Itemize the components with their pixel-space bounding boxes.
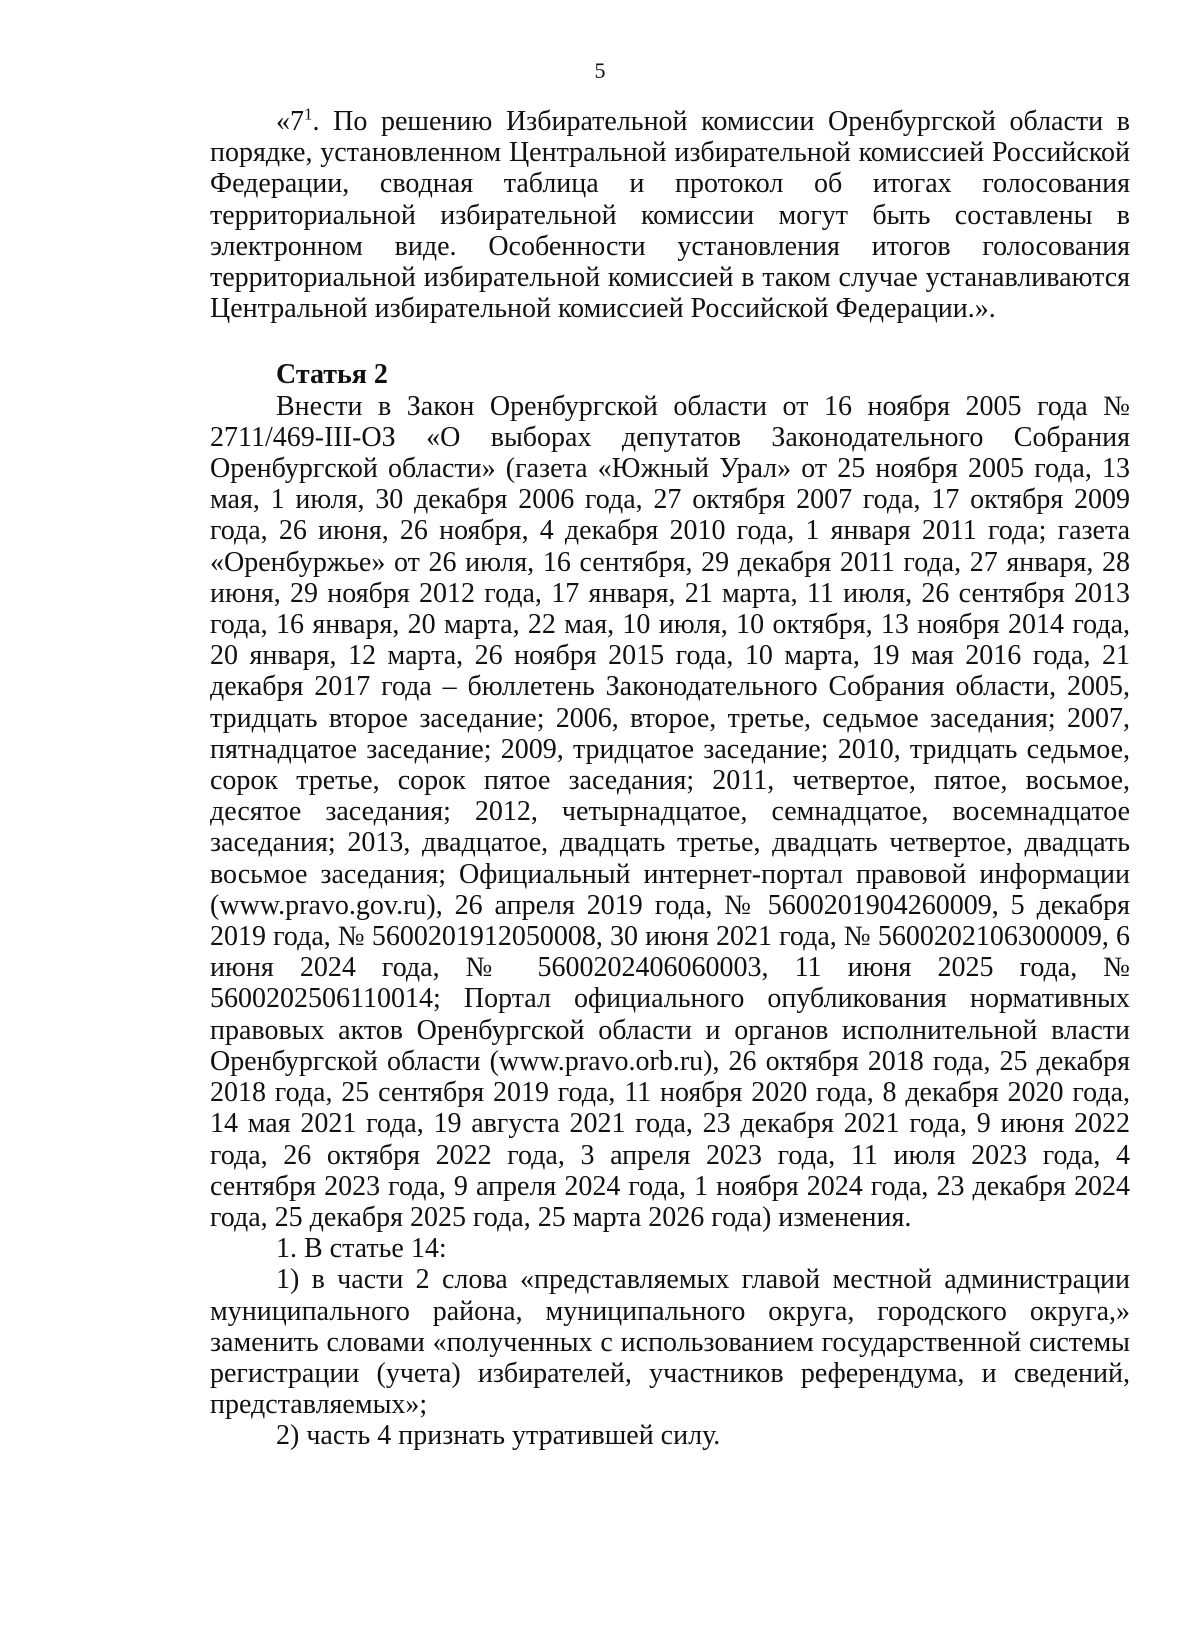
paragraph-text: . По решению Избирательной комиссии Оренбургской области в порядке, установленном Центральной избирательной комиссией Российской Федерации, сводная таблица и протокол об итогах голосования территориальной избирательной комиссии могут быть составлены в электронном виде. Особенности установления итогов голосования территориальной избирательной комиссией в таком случае устанавливаются Центральной избирательной комиссией Российской Федерации.». bbox=[210, 106, 1130, 325]
article-title: Статья 2 bbox=[276, 359, 388, 391]
superscript-marker: 1 bbox=[304, 104, 313, 124]
paragraph-prefix: «7 bbox=[276, 106, 304, 137]
page-number: 5 bbox=[594, 58, 606, 83]
list-subitem-1: 1) в части 2 слова «представляемых главой местной администрации муниципального района, муниципального округа, городского округа,» заменить словами «полученных с использованием государственной системы регистрации (учета) избирателей, участников референдума, и сведений, представляемых»; bbox=[210, 1264, 1130, 1421]
section-spacer bbox=[210, 324, 1130, 359]
list-item-1: 1. В статье 14: bbox=[276, 1233, 447, 1265]
list-subitem-2: 2) часть 4 признать утратившей силу. bbox=[276, 1420, 721, 1452]
paragraph-7-1 bbox=[210, 106, 1130, 324]
article-body: Внести в Закон Оренбургской области от 16 ноября 2005 года № 2711/469-III-ОЗ «О выборах депутатов Законодательного Собрания Оренбургской области» (газета «Южный Урал» от 25 ноября 2005 года, 13 мая, 1 июля, 30 декабря 2006 года, 27 октября 2007 года, 17 октября 2009 года, 26 июня, 26 ноября, 4 декабря 2010 года, 1 января 2011 года; газета «Оренбуржье» от 26 июля, 16 сентября, 29 декабря 2011 года, 27 января, 28 июня, 29 ноября 2012 года, 17 января, 21 марта, 11 июля, 26 сентября 2013 года, 16 января, 20 марта, 22 мая, 10 июля, 10 октября, 13 ноября 2014 года, 20 января, 12 марта, 26 ноября 2015 года, 10 марта, 19 мая 2016 года, 21 декабря 2017 года – бюллетень Законодательного Собрания области, 2005, тридцать второе заседание; 2006, второе, третье, седьмое заседания; 2007, пятнадцатое заседание; 2009, тридцатое заседание; 2010, тридцать седьмое, сорок третье, сорок пятое заседания; 2011, четвертое, пятое, восьмое, десятое заседания; 2012, четырнадцатое, семнадцатое, восемнадцатое заседания; 2013, двадцатое, двадцать третье, двадцать четвертое, двадцать восьмое заседания; Официальный интернет-портал правовой информации (www.pravo.gov.ru), 26 апреля 2019 года, № 5600201904260009, 5 декабря 2019 года, № 5600201912050008, 30 июня 2021 года, № 5600202106300009, 6 июня 2024 года, № 5600202406060003, 11 июня 2025 года, № 5600202506110014; Портал официального опубликования нормативных правовых актов Оренбургской области и органов исполнительной власти Оренбургской области (www.pravo.orb.ru), 26 октября 2018 года, 25 декабря 2018 года, 25 сентября 2019 года, 11 ноября 2020 года, 8 декабря 2020 года, 14 мая 2021 года, 19 августа 2021 года, 23 декабря 2021 года, 9 июня 2022 года, 26 октября 2022 года, 3 апреля 2023 года, 11 июля 2023 года, 4 сентября 2023 года, 9 апреля 2024 года, 1 ноября 2024 года, 23 декабря 2024 года, 25 декабря 2025 года, 25 марта 2026 года) изменения. bbox=[210, 390, 1130, 1233]
document-body bbox=[210, 106, 1130, 1452]
